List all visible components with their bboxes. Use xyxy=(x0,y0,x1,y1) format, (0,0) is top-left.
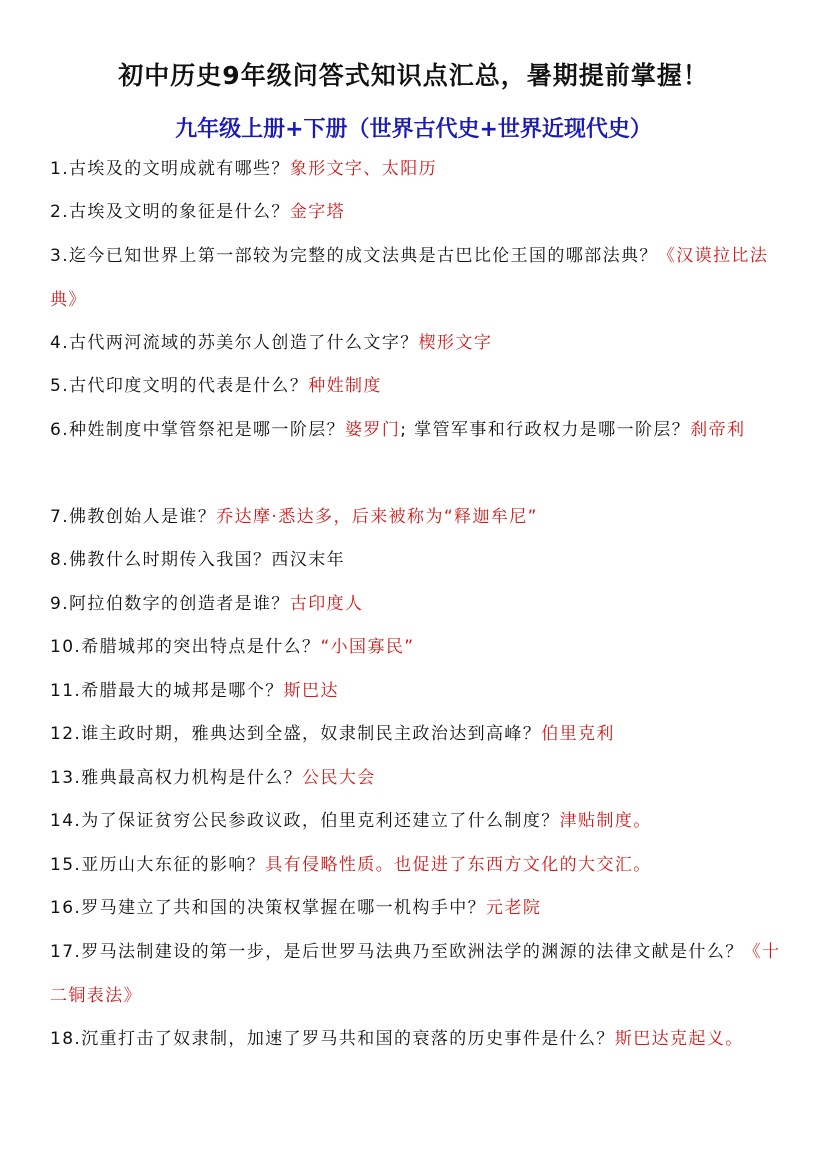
answer-text: 婆罗门 xyxy=(345,420,401,440)
question-text-continued: ; 掌管军事和行政权力是哪一阶层？ xyxy=(400,420,691,440)
answer-text: 种姓制度 xyxy=(308,376,382,396)
qa-item-1 xyxy=(50,148,785,192)
qa-item-13 xyxy=(50,757,785,801)
page-subtitle: 九年级上册+下册（世界古代史+世界近现代史） xyxy=(175,117,652,142)
answer-text: 具有侵略性质。也促进了东西方文化的大交汇。 xyxy=(265,855,652,875)
qa-item-8 xyxy=(50,539,785,583)
qa-item-7 xyxy=(50,496,785,540)
question-text: 17.罗马法制建设的第一步，是后世罗马法典乃至欧洲法学的渊源的法律文献是什么？ xyxy=(50,942,744,962)
question-text: 16.罗马建立了共和国的决策权掌握在哪一机构手中？ xyxy=(50,898,487,918)
answer-text: 斯巴达克起义。 xyxy=(614,1029,744,1049)
qa-item-4 xyxy=(50,322,785,366)
qa-item-5 xyxy=(50,365,785,409)
qa-item-3 xyxy=(50,235,785,322)
qa-item-2 xyxy=(50,191,785,235)
answer-text: 象形文字、太阳历 xyxy=(289,159,438,179)
question-text: 5.古代印度文明的代表是什么？ xyxy=(50,376,309,396)
question-text: 3.迄今已知世界上第一部较为完整的成文法典是古巴比伦王国的哪部法典？ xyxy=(50,246,658,266)
answer-text-continued: 刹帝利 xyxy=(690,420,746,440)
question-text: 7.佛教创始人是谁？ xyxy=(50,507,217,527)
question-text: 18.沉重打击了奴隶制，加速了罗马共和国的衰落的历史事件是什么？ xyxy=(50,1029,615,1049)
qa-item-14 xyxy=(50,800,785,844)
question-text: 9.阿拉伯数字的创造者是谁？ xyxy=(50,594,290,614)
qa-item-17 xyxy=(50,931,785,1018)
page-title: 初中历史9年级问答式知识点汇总，暑期提前掌握！ xyxy=(118,61,709,90)
qa-item-16 xyxy=(50,887,785,931)
question-text: 15.亚历山大东征的影响？ xyxy=(50,855,266,875)
answer-text: 古印度人 xyxy=(289,594,364,614)
question-text: 1.古埃及的文明成就有哪些？ xyxy=(50,159,290,179)
question-text: 2.古埃及文明的象征是什么？ xyxy=(50,202,290,222)
qa-item-15 xyxy=(50,844,785,888)
answer-text: 乔达摩·悉达多，后来被称为“释迦牟尼” xyxy=(216,507,538,527)
answer-text: 公民大会 xyxy=(302,768,376,788)
qa-item-12 xyxy=(50,713,785,757)
answer-text: 《十二铜表法》 xyxy=(50,942,781,1006)
question-text: 6.种姓制度中掌管祭祀是哪一阶层？ xyxy=(50,420,346,440)
question-text: 8.佛教什么时期传入我国？ xyxy=(50,550,272,570)
answer-text: “小国寡民” xyxy=(320,637,415,657)
answer-text: 伯里克利 xyxy=(541,724,615,744)
answer-text: 西汉末年 xyxy=(271,550,346,570)
qa-item-18 xyxy=(50,1018,785,1062)
qa-item-11 xyxy=(50,670,785,714)
question-text: 10.希腊城邦的突出特点是什么？ xyxy=(50,637,321,657)
answer-text: 《汉谟拉比法典》 xyxy=(50,246,769,310)
answer-text: 金字塔 xyxy=(289,202,346,222)
question-text: 14.为了保证贫穷公民参政议政，伯里克利还建立了什么制度？ xyxy=(50,811,560,831)
question-text: 4.古代两河流域的苏美尔人创造了什么文字？ xyxy=(50,333,419,353)
answer-text: 津贴制度。 xyxy=(559,811,652,831)
answer-text: 楔形文字 xyxy=(418,333,493,353)
qa-item-9 xyxy=(50,583,785,627)
question-text: 11.希腊最大的城邦是哪个？ xyxy=(50,681,284,701)
qa-item-10 xyxy=(50,626,785,670)
answer-text: 斯巴达 xyxy=(283,681,339,701)
qa-item-6 xyxy=(50,409,785,453)
question-text: 12.谁主政时期，雅典达到全盛，奴隶制民主政治达到高峰？ xyxy=(50,724,542,744)
question-text: 13.雅典最高权力机构是什么？ xyxy=(50,768,303,788)
answer-text: 元老院 xyxy=(486,898,542,918)
